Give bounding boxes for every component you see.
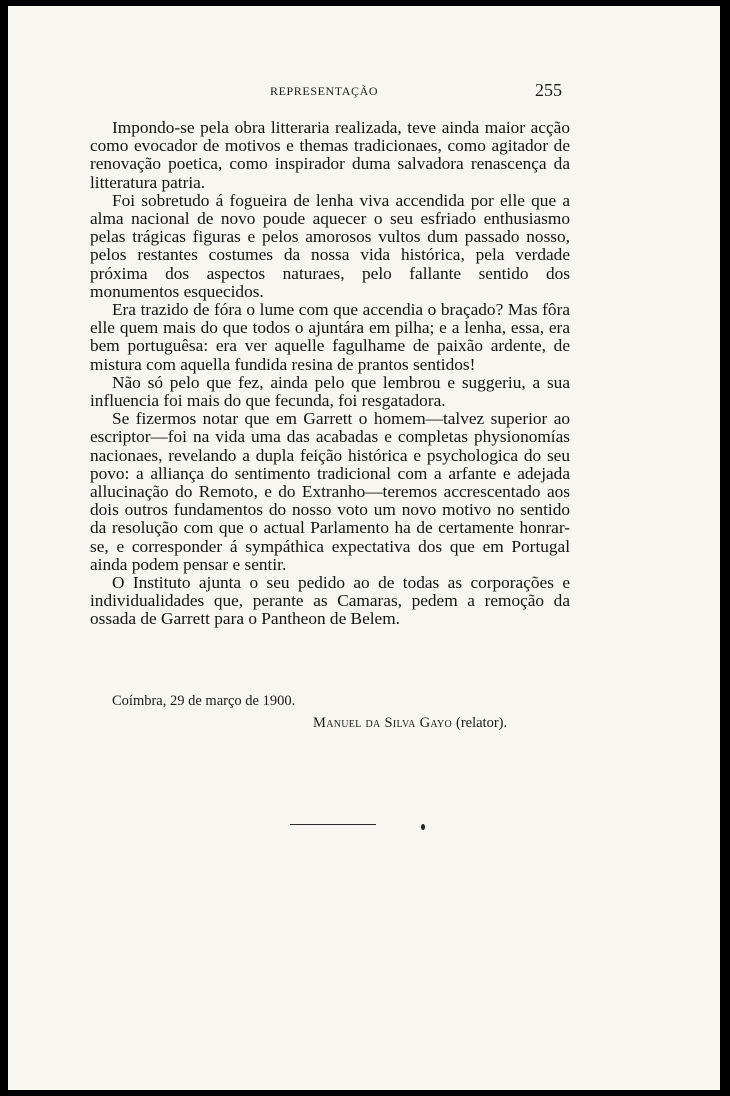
closing-rule bbox=[290, 824, 376, 825]
page-header bbox=[8, 80, 720, 104]
paragraph: Se fizermos notar que em Garrett o homem—talvez superior ao escriptor—foi na vida uma das acabadas e completas physionomías nacionaes, revelando a dupla feição histórica e psychologica do seu povo: a alliança do sentimento tradicional com a arfante e adejada allucinação do Remoto, e do Extranho—teremos accrescentado aos dois outros fundamentos do nosso voto um novo motivo no sentido da resolução com que o actual Parlamento ha de certamente honrar-se, e corresponder á sympáthica expectativa dos que em Portugal ainda podem pensar e sentir. bbox=[90, 409, 570, 574]
paragraph: Impondo-se pela obra litteraria realizada, teve ainda maior acção como evocador de motivos e themas tradicionaes, como agitador de renovação poetica, como inspirador duma salvadora renascença da litteratura patria. bbox=[90, 118, 570, 192]
dateline: Coímbra, 29 de março de 1900. bbox=[112, 693, 296, 709]
signature-name: Manuel da Silva Gayo bbox=[313, 715, 453, 731]
paragraph: Era trazido de fóra o lume com que accendia o braçado? Mas fôra elle quem mais do que todos o ajuntára em pilha; e a lenha, essa, era bem portuguêsa: era ver aquelle fagulhame de paixão ardente, de mistura com aquella fundida resina de prantos sentidos! bbox=[90, 300, 570, 374]
paragraph: O Instituto ajunta o seu pedido ao de todas as corporações e individualidades que, perante as Camaras, pedem a remoção da ossada de Garrett para o Pantheon de Belem. bbox=[90, 573, 570, 629]
signature-role: (relator). bbox=[456, 715, 508, 731]
running-title: REPRESENTAÇÃO bbox=[270, 84, 379, 98]
body-text bbox=[90, 119, 570, 629]
paragraph: Não só pelo que fez, ainda pelo que lembrou e suggeriu, a sua influencia foi mais do que fecunda, foi resgatadora. bbox=[90, 372, 570, 411]
document-page bbox=[8, 6, 720, 1090]
signature bbox=[313, 715, 507, 732]
page-number: 255 bbox=[535, 80, 562, 100]
paragraph: Foi sobretudo á fogueira de lenha viva accendida por elle que a alma nacional de novo poude aquecer o seu esfriado enthusiasmo pelas trágicas figuras e pelos amorosos vultos dum passado nosso, pelos restantes costumes da nossa vida histórica, pela verdade próxima dos aspectos naturaes, pelo fallante sentido dos monumentos esquecidos. bbox=[90, 190, 570, 301]
ink-speck bbox=[421, 824, 425, 830]
